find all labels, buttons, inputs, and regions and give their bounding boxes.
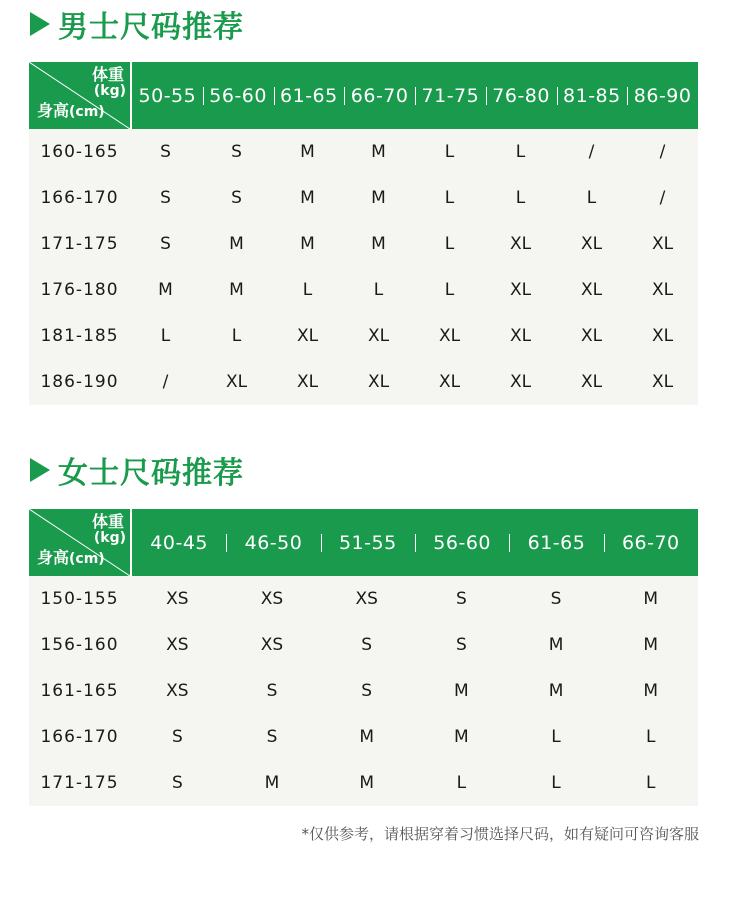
table-row <box>29 129 698 175</box>
header-corner-cell <box>29 62 132 129</box>
size-cell: S <box>231 188 242 208</box>
size-cell: M <box>371 188 386 208</box>
height-unit: (cm) <box>69 104 105 120</box>
triangle-bullet-icon <box>30 12 50 36</box>
size-cell: S <box>455 589 467 609</box>
size-cell: L <box>515 142 526 162</box>
size-cell: XS <box>260 635 284 655</box>
size-cell: XL <box>651 280 674 300</box>
weight-unit: (kg) <box>93 530 126 546</box>
size-cell: XS <box>260 589 284 609</box>
size-cells <box>130 234 698 254</box>
size-cell: L <box>302 280 313 300</box>
weight-column-header: 46-50 <box>226 532 320 554</box>
size-cell: XL <box>651 372 674 392</box>
table-header <box>29 509 698 576</box>
height-range-cell: 171-175 <box>40 234 119 254</box>
size-cell: L <box>444 142 455 162</box>
size-cell: S <box>231 142 242 162</box>
size-cell: XL <box>580 372 603 392</box>
table-row <box>29 622 698 668</box>
size-cell: XL <box>438 372 461 392</box>
size-cell: XL <box>509 372 532 392</box>
size-cell: S <box>266 681 278 701</box>
size-cell: S <box>171 773 183 793</box>
weight-column-header: 66-70 <box>604 532 698 554</box>
weight-column-header: 56-60 <box>203 85 274 107</box>
size-cell: XL <box>367 372 390 392</box>
header-corner-cell <box>29 509 132 576</box>
height-range-cell: 171-175 <box>40 773 119 793</box>
size-cell: M <box>643 635 659 655</box>
size-cell: M <box>300 142 315 162</box>
size-cell: XL <box>509 326 532 346</box>
size-cell: M <box>548 635 564 655</box>
size-cell: M <box>371 234 386 254</box>
size-cell: / <box>588 142 595 162</box>
triangle-bullet-icon <box>30 458 50 482</box>
table-header <box>29 62 698 129</box>
height-range-cell: 156-160 <box>40 635 119 655</box>
size-cell: XL <box>651 326 674 346</box>
weight-column-header: 50-55 <box>138 84 197 107</box>
size-cell: XL <box>580 280 603 300</box>
size-cell: XL <box>509 280 532 300</box>
height-unit: (cm) <box>69 551 105 567</box>
disclaimer-note: *仅供参考，请根据穿着习惯选择尺码，如有疑问可咨询客服 <box>301 825 699 843</box>
size-cells <box>130 773 698 793</box>
size-cells <box>130 589 698 609</box>
size-cell: XS <box>166 635 189 655</box>
size-cell: XS <box>355 589 378 609</box>
weight-column-header: 86-90 <box>627 85 698 107</box>
weight-label: 体重 <box>91 512 124 531</box>
size-cell: L <box>373 280 384 300</box>
table-row <box>29 267 698 313</box>
size-cell: M <box>548 681 564 701</box>
size-cell: L <box>645 727 656 747</box>
size-cells <box>130 681 698 701</box>
size-cell: L <box>444 188 455 208</box>
size-cell: XL <box>296 326 319 346</box>
height-range-cell: 161-165 <box>40 681 119 701</box>
size-cell: L <box>444 280 455 300</box>
table-row <box>29 760 698 806</box>
size-cell: M <box>371 142 386 162</box>
weight-columns <box>132 509 698 576</box>
size-cell: L <box>160 326 171 346</box>
size-cell: S <box>361 681 373 701</box>
size-cell: M <box>359 727 375 747</box>
size-cell: S <box>550 589 562 609</box>
table-row <box>29 175 698 221</box>
size-cell: / <box>659 188 666 208</box>
size-cell: XL <box>367 326 390 346</box>
height-range-cell: 181-185 <box>40 326 119 346</box>
women-section-title <box>30 450 244 490</box>
size-cell: / <box>659 142 666 162</box>
table-row <box>29 668 698 714</box>
size-cell: L <box>645 773 656 793</box>
size-cell: XL <box>225 372 248 392</box>
size-cells <box>130 727 698 747</box>
size-cell: M <box>300 188 315 208</box>
height-label-group <box>37 545 105 568</box>
size-cell: S <box>160 188 171 208</box>
size-cell: S <box>361 635 373 655</box>
size-cell: M <box>158 280 173 300</box>
weight-column-header: 61-65 <box>274 85 345 107</box>
size-cell: L <box>586 188 597 208</box>
height-range-cell: 166-170 <box>40 188 119 208</box>
men-section-title <box>30 4 244 44</box>
size-cell: L <box>456 773 467 793</box>
size-cell: M <box>454 727 469 747</box>
size-cells <box>130 326 698 346</box>
size-cell: L <box>551 727 561 747</box>
weight-column-header: 56-60 <box>415 532 509 554</box>
table-row <box>29 359 698 405</box>
women-size-table <box>29 509 698 806</box>
table-row <box>29 313 698 359</box>
weight-column-header: 71-75 <box>415 85 486 107</box>
size-cells <box>130 372 698 392</box>
size-cell: L <box>231 326 242 346</box>
size-cell: XL <box>580 234 603 254</box>
size-cell: M <box>264 773 280 793</box>
size-cell: M <box>643 681 659 701</box>
men-title-text: 男士尺码推荐 <box>58 10 244 45</box>
size-cell: XL <box>580 326 603 346</box>
height-range-cell: 186-190 <box>40 372 119 392</box>
size-cell: L <box>444 234 455 254</box>
weight-column-header: 40-45 <box>150 531 209 554</box>
table-row <box>29 576 698 622</box>
weight-column-header: 61-65 <box>509 532 603 554</box>
height-range-cell: 150-155 <box>40 589 119 609</box>
size-cell: S <box>160 234 171 254</box>
height-label: 身高 <box>37 101 70 120</box>
size-cell: M <box>359 773 375 793</box>
size-cell: S <box>171 727 183 747</box>
size-cell: XL <box>651 234 674 254</box>
size-cell: L <box>551 773 561 793</box>
table-row <box>29 714 698 760</box>
weight-unit: (kg) <box>93 83 126 99</box>
height-range-cell: 160-165 <box>40 142 119 162</box>
size-cell: M <box>229 234 244 254</box>
weight-column-header: 66-70 <box>344 85 415 107</box>
weight-label: 体重 <box>91 65 124 84</box>
women-title-text: 女士尺码推荐 <box>58 456 244 491</box>
size-cell: L <box>515 188 526 208</box>
height-range-cell: 176-180 <box>40 280 119 300</box>
weight-column-header: 76-80 <box>486 85 557 107</box>
size-cell: XL <box>509 234 532 254</box>
size-cells <box>130 635 698 655</box>
size-cell: XS <box>166 681 189 701</box>
size-cell: XL <box>438 326 461 346</box>
weight-columns <box>132 62 698 129</box>
size-cell: M <box>300 234 315 254</box>
size-cell: M <box>454 681 469 701</box>
size-cell: / <box>162 372 169 392</box>
size-cell: XL <box>296 372 319 392</box>
men-size-table <box>29 62 698 405</box>
size-cell: S <box>266 727 278 747</box>
height-label-group <box>37 98 105 121</box>
size-cell: S <box>160 142 171 162</box>
size-cells <box>130 142 698 162</box>
size-cells <box>130 188 698 208</box>
size-cell: M <box>229 280 244 300</box>
height-range-cell: 166-170 <box>40 727 119 747</box>
weight-column-header: 81-85 <box>557 85 628 107</box>
table-row <box>29 221 698 267</box>
weight-column-header: 51-55 <box>321 532 415 554</box>
size-cell: XS <box>166 589 189 609</box>
size-cell: S <box>455 635 467 655</box>
size-cells <box>130 280 698 300</box>
height-label: 身高 <box>37 548 70 567</box>
size-cell: M <box>643 589 659 609</box>
